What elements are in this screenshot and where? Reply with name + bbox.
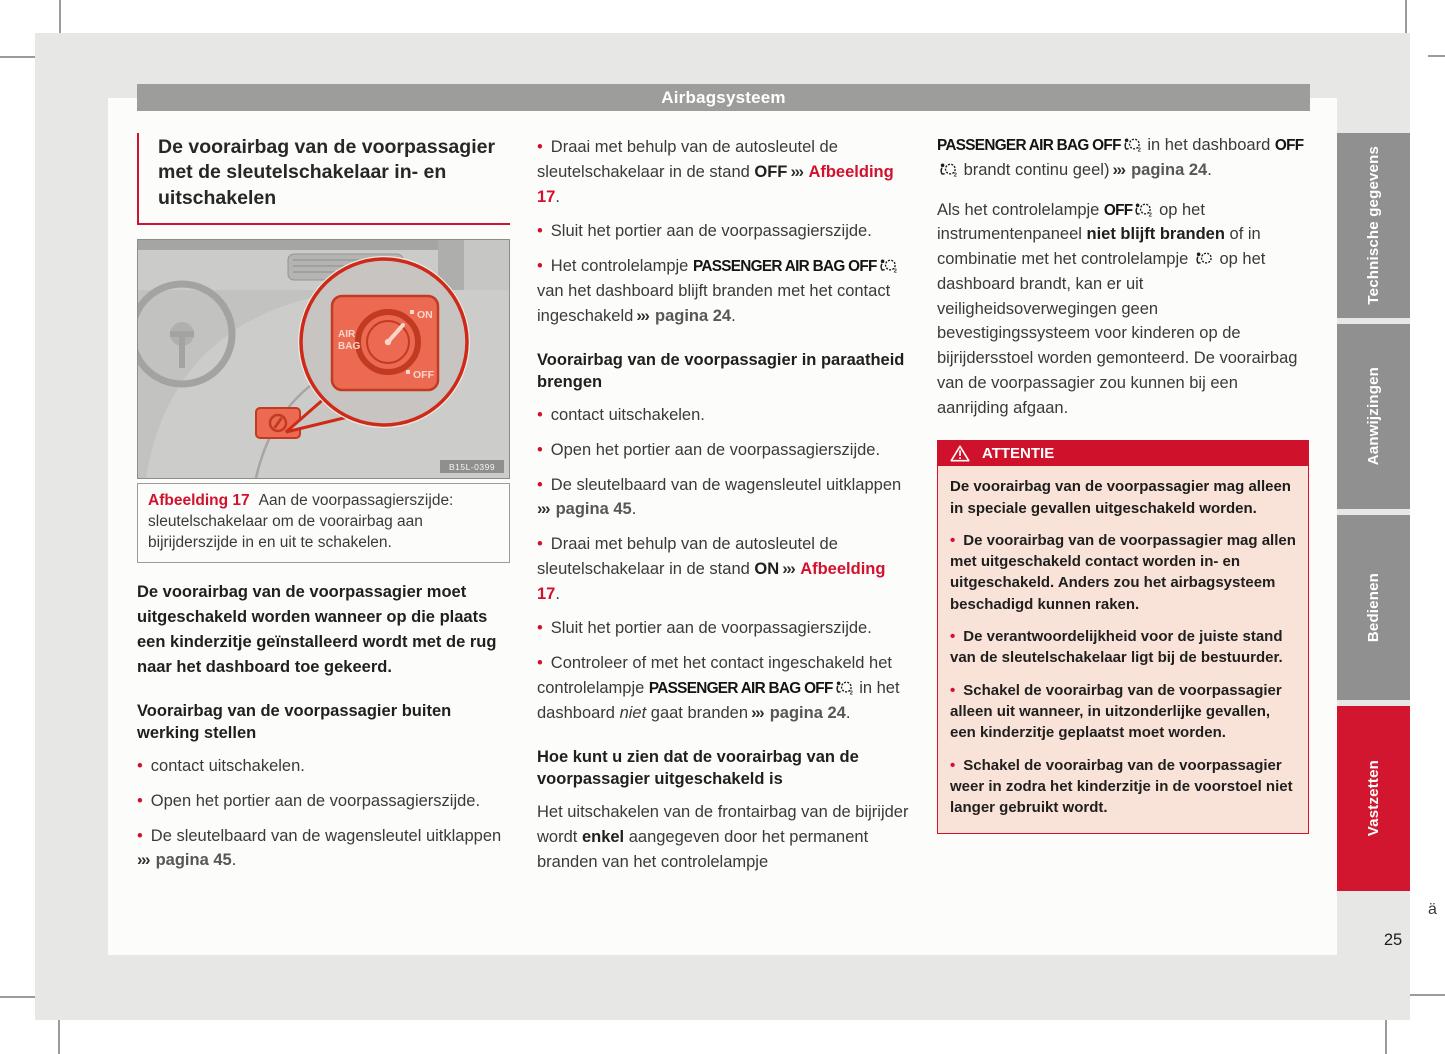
airbag-icon [939,158,957,183]
bullet-item: • contact uitschakelen. [137,757,305,776]
bullet-item: • Open het portier aan de voorpassagierszijde. [537,440,881,459]
sidebar-tab-aanwijzingen: Aanwijzingen [1337,324,1410,509]
bullet-dot: • [537,138,543,156]
manual-page [35,33,1410,1020]
bullet-dot: • [537,440,543,459]
figure-caption-text: Aan de voorpassagierszijde: sleutelschakelaar om de voorairbag aan bijrijderszijde in en uit te schakelen. [148,492,454,551]
figure-17 [137,239,510,479]
column-right [937,133,1309,834]
svg-text:2: 2 [953,172,957,177]
sidebar-tab-technische-gegevens: Technische gegevens [1337,133,1410,318]
airbag-icon [1123,133,1141,158]
bullet-dot: • [950,756,956,774]
airbag-icon [835,676,853,701]
bullet-item: • De voorairbag van de voorpassagier mag allen met uitgeschakeld contact worden in- en uitgeschakeld. Anders zou het airbagsysteem beschadigd kunnen raken. [950,531,1296,613]
figure-caption-label: Afbeelding 17 [148,492,250,510]
section-heading: De voorairbag van de voorpassagier met de sleutelschakelaar in- en uitschakelen [158,136,496,209]
sidebar-tab-bedienen: Bedienen [1337,515,1410,700]
paragraph: Als het controlelampje OFF 2 op het instrumentenpaneel niet blijft branden of in combinatie met het controlelampje op het dashboard brandt, kan er uit veiligheidsoverwegingen geen bevestigingssysteem voor kinderen op de bijrijdersstoel worden gemonteerd. De voorairbag van de voorpassagier zou kunnen bij een aanrijding afgaan. [937,198,1309,421]
bullet-list [537,135,909,328]
figure-code: B15L-0399 [448,462,496,473]
figure-image [137,239,510,479]
airbag-icon [879,254,897,279]
bullet-dot: • [137,826,143,845]
bullet-item: • Controleer of met het contact ingeschakeld het controlelampje PASSENGER AIR BAG OFF 2 in het dashboard niet gaat branden ››› pagina 24. [537,654,900,722]
bullet-dot: • [137,791,143,810]
bullet-item: • De sleutelbaard van de wagensleutel uitklappen ››› pagina 45. [537,475,902,519]
column-left [137,133,510,873]
sidebar-tab-vastzetten: Vastzetten [1337,706,1410,891]
bullet-item: • Het controlelampje PASSENGER AIR BAG OFF 2 van het dashboard blijft branden met het contact ingeschakeld ››› pagina 24. [537,254,909,328]
airbag-key-switch [256,408,300,438]
attention-title: ATTENTIE [982,445,1055,463]
attention-body [938,466,1308,833]
bullet-dot: • [950,531,956,549]
switch-panel-zoom [332,296,438,390]
paragraph: Het uitschakelen van de frontairbag van de bijrijder wordt enkel aangegeven door het permanent branden van het controlelampje [537,803,909,871]
panel-label-bag: BAG [338,341,361,353]
bullet-item: • Schakel de voorairbag van de voorpassagier alleen uit wanneer, in uitzonderlijke gevallen, een kinderzitje geplaatst moet worden. [950,681,1282,742]
attention-bullet-list [950,530,1296,819]
subheading-disable: Voorairbag van de voorpassagier buiten werking stellen [137,702,452,742]
svg-text:2: 2 [893,268,897,273]
subheading-enable: Voorairbag van de voorpassagier in paraatheid brengen [537,351,905,391]
panel-label-air: AIR [338,329,356,341]
bullet-dot: • [950,628,956,646]
figure-caption [137,483,510,563]
bullet-dot: • [537,475,543,494]
bullet-item: • Draai met behulp van de autosleutel de sleutelschakelaar in de stand ON ››› Afbeelding 17. [537,535,886,603]
airbag-icon [1195,247,1213,272]
panel-label-on: ON [417,309,433,322]
bullet-item: • Sluit het portier aan de voorpassagierszijde. [537,222,872,241]
attention-lead: De voorairbag van de voorpassagier mag alleen in speciale gevallen uitgeschakeld worden. [950,478,1291,517]
airbag-icon [1134,198,1152,223]
bullet-item: • contact uitschakelen. [537,406,705,425]
bullet-item: • De verantwoordelijkheid voor de juiste stand van de sleutelschakelaar ligt bij de bestuurder. [950,628,1283,667]
chapter-title: Airbagsysteem [661,87,786,107]
bullet-dot: • [137,757,143,776]
bullet-item: • Schakel de voorairbag van de voorpassagier weer in zodra het kinderzitje in de voorstoel niet langer gebruikt wordt. [950,756,1293,817]
bullet-dot: • [537,222,543,241]
paragraph: PASSENGER AIR BAG OFF 2 in het dashboard OFF 2 brandt continu geel) ››› pagina 24. [937,133,1309,183]
bullet-item: • De sleutelbaard van de wagensleutel uitklappen ››› pagina 45. [137,826,502,870]
bullet-item: • Open het portier aan de voorpassagierszijde. [137,791,481,810]
bullet-list [137,754,510,873]
column-middle [537,133,909,875]
crop-mark [1428,55,1445,57]
subheading-how-to-see: Hoe kunt u zien dat de voorairbag van de voorpassagier uitgeschakeld is [537,748,859,788]
facing-page-fragment: ä [1428,901,1437,918]
bullet-dot: • [537,257,543,275]
bullet-list [537,403,909,725]
svg-text:2: 2 [1149,211,1153,217]
warning-triangle-icon [950,445,970,463]
figure-code-tag [440,460,504,473]
bullet-dot: • [537,619,543,638]
chapter-header [137,84,1310,111]
bullet-dot: • [537,654,543,673]
section-heading-block [137,133,510,225]
panel-label-off: OFF [413,369,434,382]
attention-box [937,440,1309,834]
svg-text:2: 2 [1137,147,1141,152]
svg-text:2: 2 [849,690,853,695]
bullet-item: • Draai met behulp van de autosleutel de sleutelschakelaar in de stand OFF ››› Afbeelding 17. [537,138,894,206]
bullet-dot: • [537,535,543,554]
intro-paragraph: De voorairbag van de voorpassagier moet uitgeschakeld worden wanneer op die plaats een kinderzitje geïnstalleerd wordt met de rug naar het dashboard toe gekeerd. [137,583,497,676]
page-number: 25 [1383,931,1403,949]
bullet-dot: • [537,406,543,425]
bullet-dot: • [950,681,956,699]
attention-header [938,441,1308,466]
bullet-item: • Sluit het portier aan de voorpassagierszijde. [537,619,872,638]
